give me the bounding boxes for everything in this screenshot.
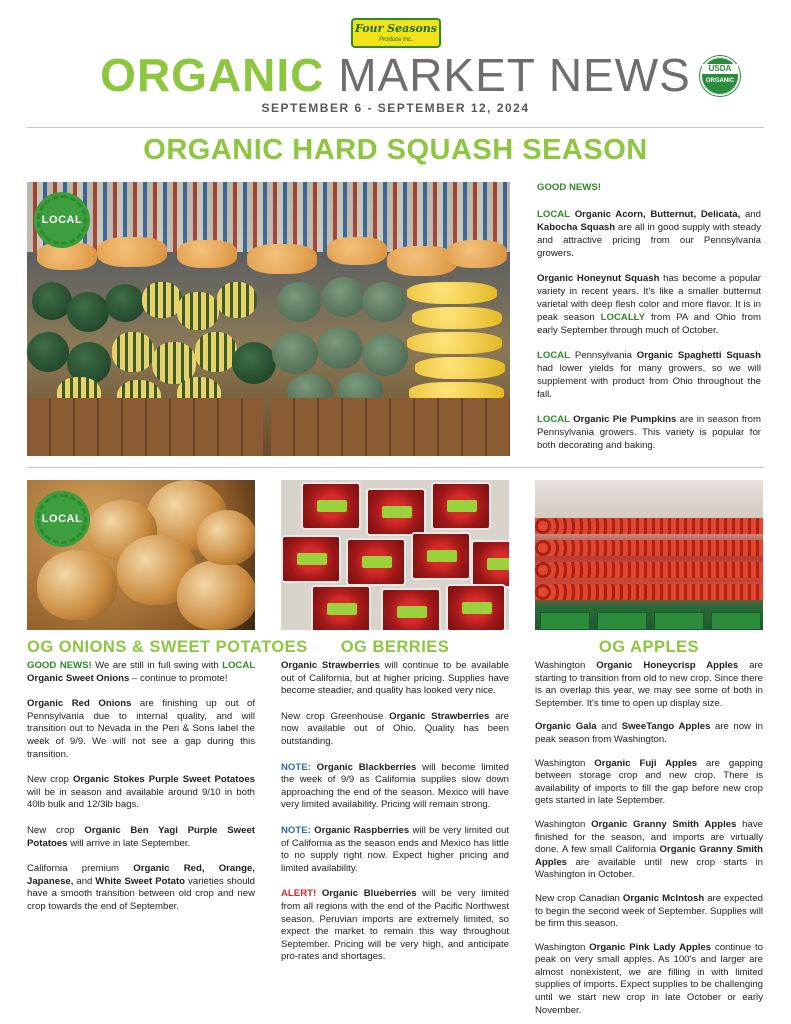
- local-badge-squash: LOCAL: [37, 195, 87, 245]
- squash-paragraph-4: LOCAL Organic Pie Pumpkins are in season from Pennsylvania growers. This variety is popular for both decorating and baking.: [537, 414, 762, 451]
- apples-paragraph-6: Washington Organic Pink Lady Apples continue to peak on very small apples. As 100's and larger are almost nonexistent, we are filling in with limited supplies of imports. Expect supplies to be challenging until we start new crop in late October or early November.: [535, 941, 763, 1016]
- berries-paragraph-4: NOTE: Organic Raspberries will be very limited out of California as the season ends and Mexico has little to no supply right now. Expect higher pricing and limited availability.: [281, 824, 509, 874]
- onions-paragraph-2: Organic Red Onions are finishing up out of Pennsylvania due to internal quality, and will transition out to Nevada in the Peri & Sons label the week of 9/9. We will not see a gap during this transition.: [27, 698, 255, 760]
- good-news-label: GOOD NEWS!: [537, 182, 601, 193]
- onions-paragraph-3: New crop Organic Stokes Purple Sweet Potatoes will be in season and available around 9/10 in both 40lb bulk and 12/3lb bags.: [27, 774, 255, 811]
- onions-paragraph-1: GOOD NEWS! We are still in full swing with LOCAL Organic Sweet Onions – continue to promote!: [27, 660, 255, 684]
- onions-section-title: OG ONIONS & SWEET POTATOES: [27, 638, 308, 656]
- usda-organic-seal: [700, 56, 740, 96]
- apples-article: [535, 660, 763, 1024]
- squash-display-photo: [27, 182, 510, 456]
- onions-paragraph-5: California premium Organic Red, Orange, Japanese, and White Sweet Potato varieties should have a smooth transition between old crop and new crop towards the end of September.: [27, 863, 256, 912]
- usda-seal-bottom: ORGANIC: [705, 78, 735, 84]
- onions-article: [27, 660, 255, 927]
- berries-article: [281, 660, 509, 977]
- apples-section-title: OG APPLES: [598, 638, 700, 656]
- feature-headline: ORGANIC HARD SQUASH SEASON: [143, 134, 648, 166]
- header-divider: [27, 127, 764, 128]
- berries-paragraph-2: New crop Greenhouse Organic Strawberries are now available out of Ohio. Quality has been outstanding.: [281, 710, 509, 747]
- masthead-market-news: MARKET NEWS: [338, 49, 691, 101]
- local-badge-onions: LOCAL: [37, 494, 87, 544]
- squash-article: [537, 181, 761, 464]
- apples-paragraph-3: Washington Organic Fuji Apples are gapping between storage crop and new crop. There is availability of imports to fill the gap before new crop gets started in late September.: [535, 757, 763, 807]
- logo-brand: Four Seasons: [355, 22, 437, 35]
- berries-section-title: OG BERRIES: [340, 638, 450, 656]
- squash-paragraph-2: Organic Honeynut Squash has become a popular variety in recent years. It's like a smaller butternut varietal with deep flesh color and more flavor. It is in peak season LOCALLY from PA and Ohio from early September through much of October.: [537, 273, 761, 336]
- masthead-title: [0, 50, 791, 100]
- logo-subtitle: Produce Inc.: [379, 37, 413, 43]
- section-divider: [27, 467, 764, 468]
- onions-paragraph-4: New crop Organic Ben Yagi Purple Sweet Potatoes will arrive in late September.: [27, 824, 256, 849]
- apples-paragraph-2: Organic Gala and SweeTango Apples are now in peak season from Washington.: [535, 721, 763, 745]
- berries-paragraph-3: NOTE: Organic Blackberries will become limited the week of 9/9 as California supplies slow down approaching the end of the season. Mexico will have very limited availability. Pricing will remain strong.: [281, 761, 509, 811]
- four-seasons-logo: [351, 18, 441, 48]
- berries-paragraph-1: Organic Strawberries will continue to be available out of California, but at higher pricing. Supplies have become steadier, and quality has looked very nice.: [281, 660, 510, 697]
- apples-paragraph-5: New crop Canadian Organic McIntosh are expected to begin the second week of September. Supplies will be firm this season.: [535, 892, 763, 930]
- store-shelves: [27, 182, 510, 252]
- issue-dates: SEPTEMBER 6 - SEPTEMBER 12, 2024: [261, 101, 530, 115]
- apples-paragraph-1: Washington Organic Honeycrisp Apples are starting to transition from old to new crop. Since there is an overlap this year, we may see some of both in September. It's time to open up display size.: [535, 660, 763, 709]
- berries-paragraph-5: ALERT! Organic Blueberries will be very limited from all regions with the end of the Pacific Northwest season. Peruvian imports are extremely limited, so expect the market to remain this way throughout September. Pricing will be very high, and anticipate pro-rates and shortages.: [281, 888, 509, 963]
- squash-paragraph-3: LOCAL Pennsylvania Organic Spaghetti Squash had lower yields for many growers, so we will supplement with product from Ohio throughout the fall.: [537, 350, 761, 400]
- apples-display-photo: [535, 480, 763, 630]
- squash-paragraph-1: LOCAL Organic Acorn, Butternut, Delicata, and Kabocha Squash are all in good supply with steady and attractive pricing from our Pennsylvania growers.: [537, 209, 761, 259]
- masthead-organic: ORGANIC: [100, 49, 325, 101]
- usda-seal-top: USDA: [702, 64, 738, 74]
- strawberries-photo: [281, 480, 509, 630]
- apples-paragraph-4: Washington Organic Granny Smith Apples have finished for the season, and imports are virtually done. A few small California Organic Granny Smith Apples are available until new crop starts in Washington in October.: [535, 818, 763, 881]
